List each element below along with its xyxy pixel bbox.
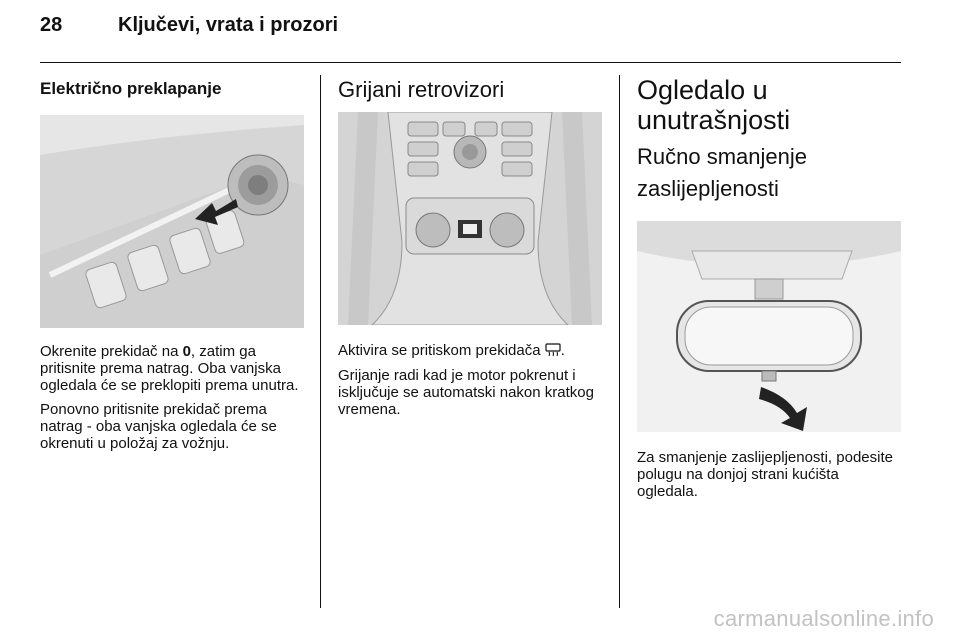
header-rule — [40, 62, 901, 63]
section-heading — [637, 75, 901, 135]
heading-line: Ručno smanjenje — [637, 144, 807, 169]
paragraph-text: . — [560, 342, 565, 359]
switch-position: 0 — [182, 343, 191, 360]
subsection-heading — [637, 141, 901, 205]
paragraph-text: , zatim ga pritisnite prema natrag. Oba vanjska ogledala će se preklopiti prema unutra. — [40, 343, 299, 394]
heading-line: zaslijepljenosti — [637, 176, 779, 201]
paragraph — [338, 342, 602, 361]
heated-mirror-icon — [545, 343, 561, 361]
section-heading: Električno preklapanje — [40, 79, 222, 98]
page-number: 28 — [40, 14, 63, 36]
section-electric-folding — [40, 75, 304, 452]
heading-line: Ogledalo u — [637, 75, 768, 105]
mirror-switch-figure — [40, 115, 304, 328]
column-divider — [320, 75, 321, 608]
heading-line: unutrašnjosti — [637, 105, 791, 135]
paragraph-text: Aktivira se pritiskom prekidača — [338, 342, 541, 359]
paragraph — [40, 343, 304, 394]
center-console-figure — [338, 112, 602, 325]
paragraph: Grijanje radi kad je motor pokrenut i isključuje se automatski nakon kratkog vremena. — [338, 367, 594, 418]
interior-mirror-figure — [637, 221, 901, 432]
section-heading: Grijani retrovizori — [338, 77, 505, 102]
paragraph: Ponovno pritisnite prekidač prema natrag - oba vanjska ogledala će se okrenuti u položaj za vožnju. — [40, 401, 277, 452]
column-divider — [619, 75, 620, 608]
paragraph: Za smanjenje zaslijepljenosti, podesite polugu na donjoj strani kućišta ogledala. — [637, 449, 893, 500]
paragraph-text: Okrenite prekidač na — [40, 343, 183, 360]
watermark: carmanualsonline.info — [713, 606, 934, 631]
chapter-title: Ključevi, vrata i prozori — [118, 14, 339, 36]
section-heated-mirrors — [338, 75, 602, 418]
section-interior-mirror — [637, 75, 901, 500]
